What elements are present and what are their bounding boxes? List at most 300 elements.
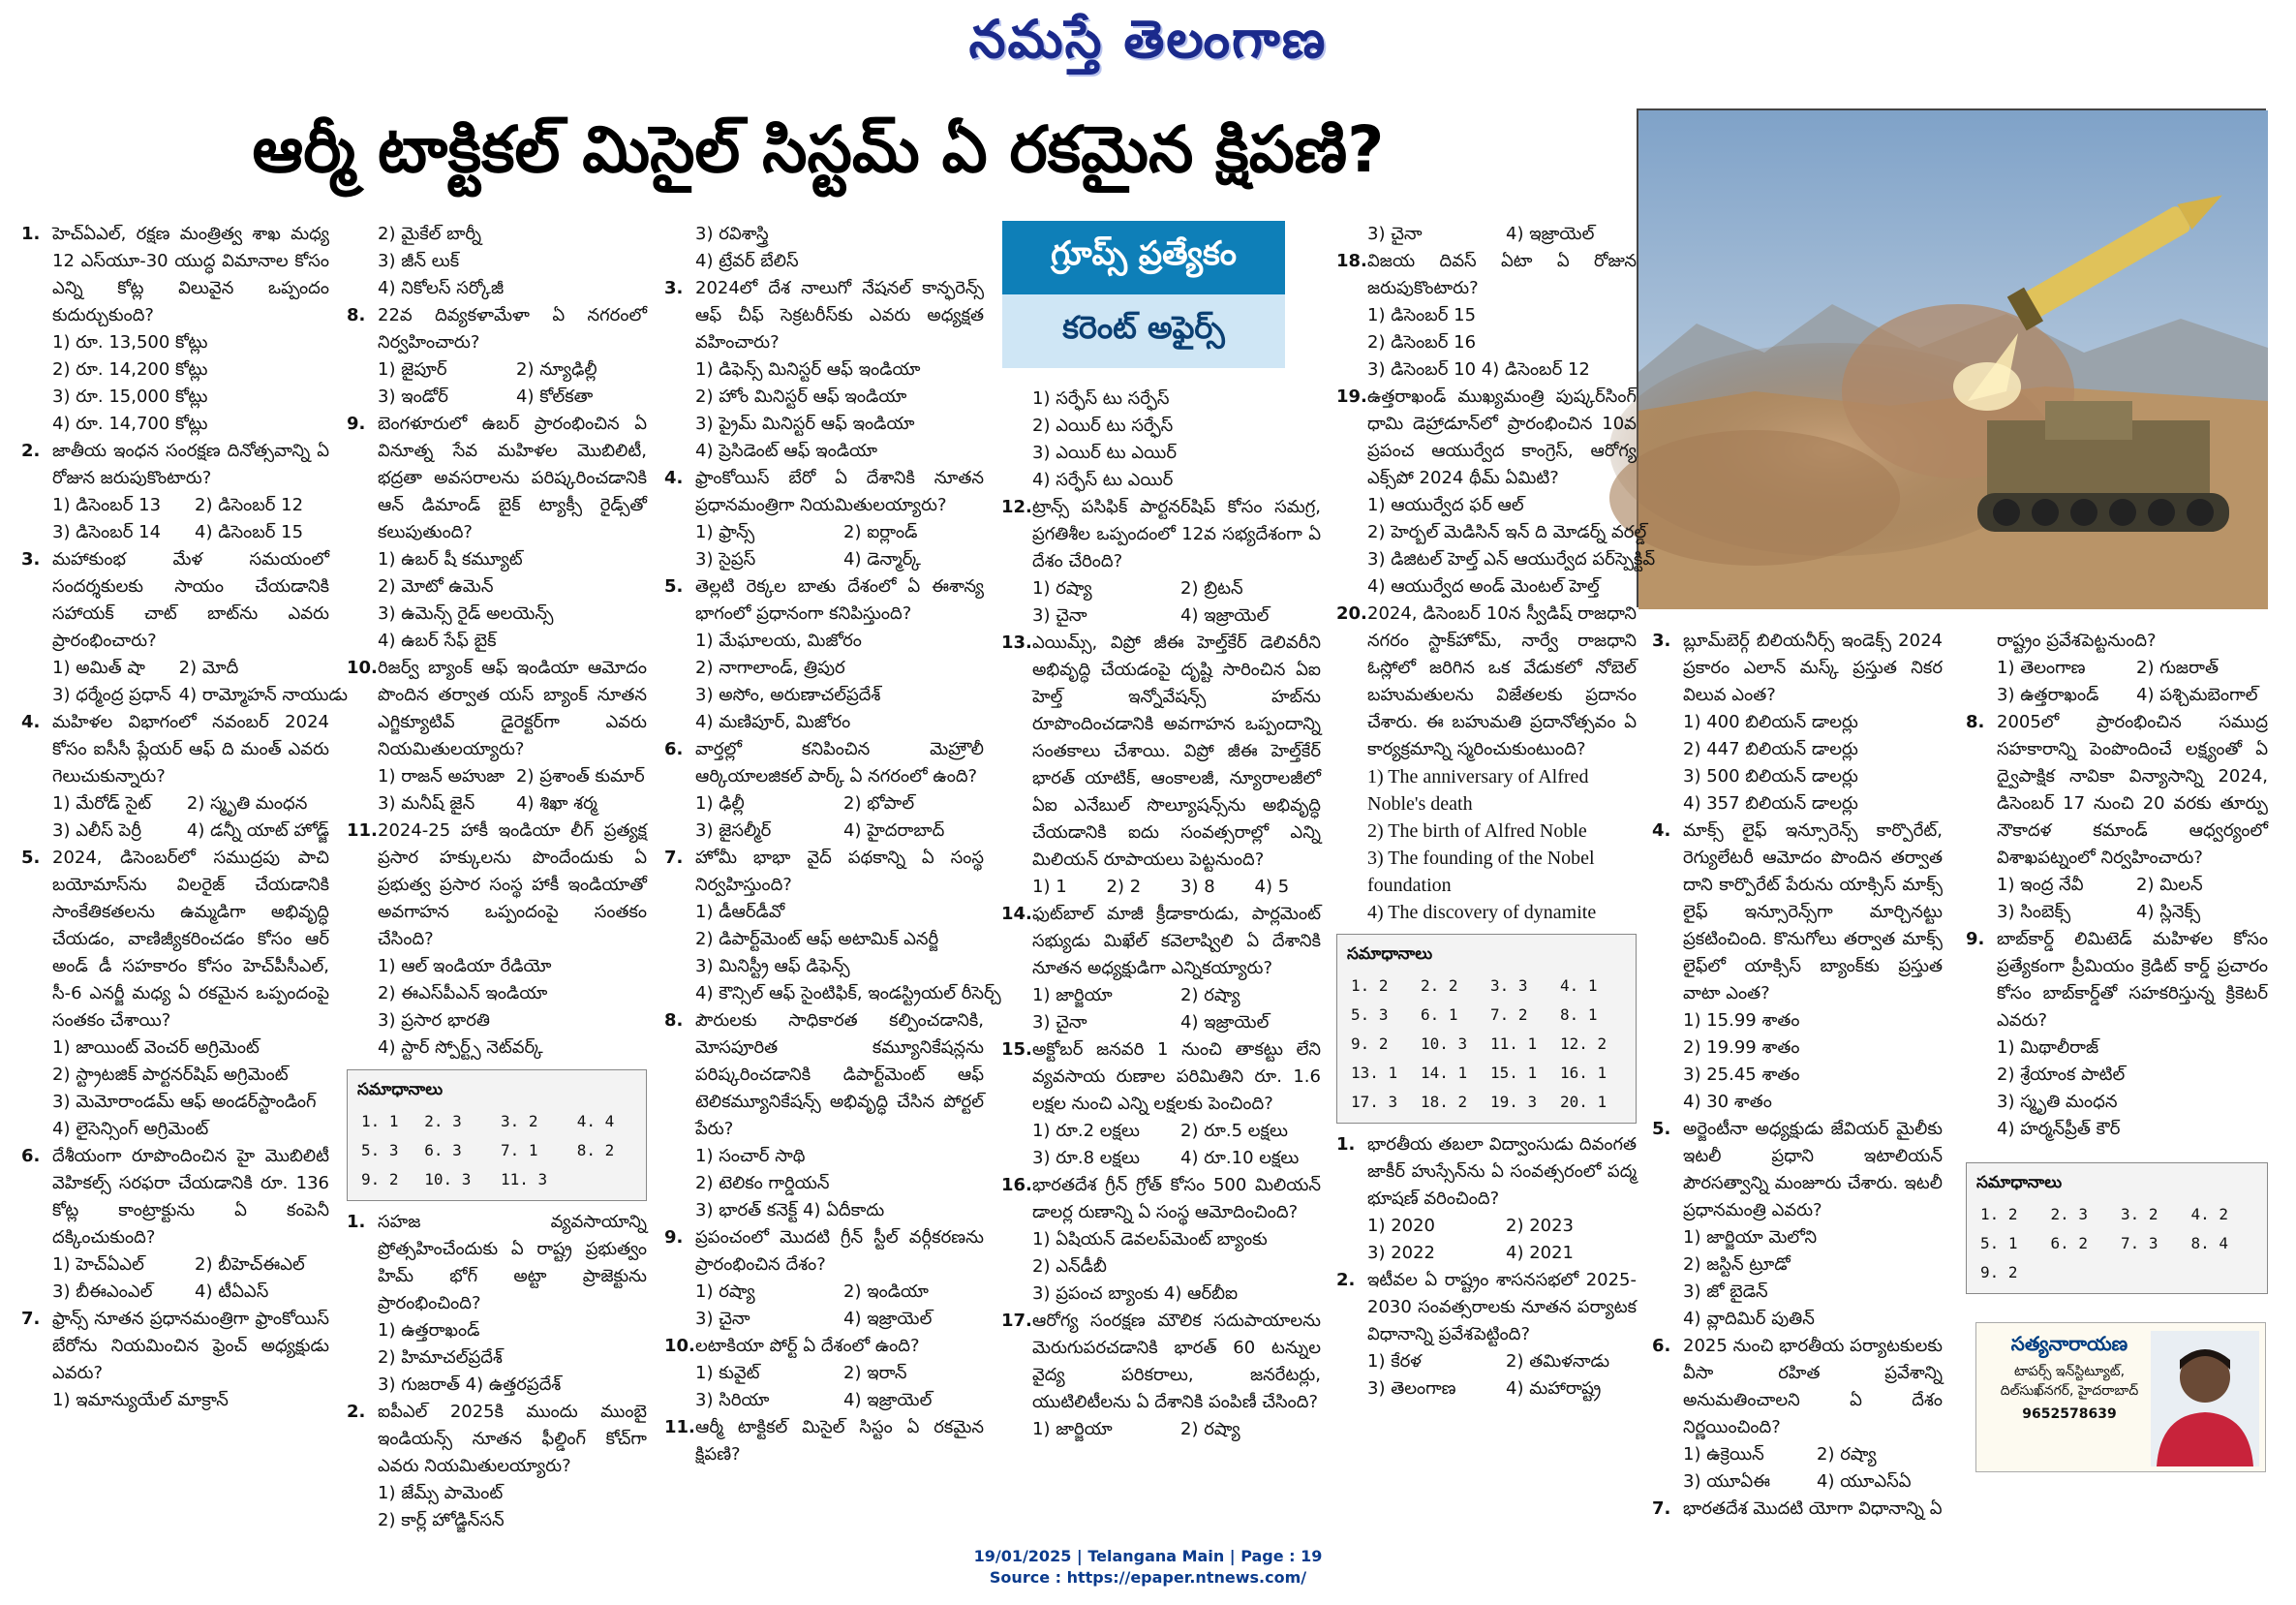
question-stem <box>664 1414 984 1468</box>
question-number: 13. <box>1001 633 1032 653</box>
question-stem <box>1336 248 1637 302</box>
option: 2) రష్యా <box>1817 1444 1877 1465</box>
option: 2) శ్రేయాంక పాటిల్ <box>1997 1065 2126 1085</box>
question-number: 4. <box>21 712 41 732</box>
answer-cell: 3. 2 <box>500 1112 538 1130</box>
option: 4) The discovery of dynamite <box>1367 902 1597 923</box>
option: 2) హిమాచల్‌ప్రదేశ్ <box>378 1347 503 1368</box>
question <box>21 546 349 709</box>
question-stem <box>21 709 329 790</box>
option: 2) జస్టిన్ ట్రూడో <box>1683 1254 1791 1275</box>
answer-cell: 3. 3 <box>1490 976 1528 995</box>
option: 3) స్మృతి మంధన <box>1997 1092 2118 1112</box>
question <box>664 1414 984 1468</box>
option: 2) హోం మినిస్టర్ ఆఫ్ ఇండియా <box>695 386 907 407</box>
question-stem <box>664 736 984 790</box>
option: 2) నాగాలాండ్, త్రిపుర <box>695 658 845 678</box>
answers-box <box>1336 934 1637 1124</box>
question <box>347 818 647 1062</box>
answer-cell: 8. 1 <box>1560 1005 1598 1024</box>
option: 1) జేమ్స్ పామెంట్ <box>378 1483 504 1503</box>
answers-box <box>1966 1162 2268 1294</box>
question-stem <box>347 411 647 546</box>
option: 3) గుజరాత్ 4) ఉత్తరప్రదేశ్ <box>378 1374 562 1395</box>
answer-cell: 16. 1 <box>1560 1064 1607 1082</box>
options <box>1336 302 1637 384</box>
question-text: రిజర్వ్ బ్యాంక్ ఆఫ్ ఇండియా ఆమోదం పొందిన తర్వాత యస్ బ్యాంక్ నూతన ఎగ్జిక్యూటివ్ డైరెక్టర్‌గా ఎవరు నియమితులయ్యారు? <box>378 658 647 759</box>
question <box>664 736 984 845</box>
answer-cell: 9. 2 <box>1351 1034 1389 1053</box>
option: 3) ఉమెన్స్ రైడ్ అలయెన్స్ <box>378 603 554 624</box>
question <box>1001 901 1321 1036</box>
question <box>21 845 329 1143</box>
question-text: బెంగళూరులో ఉబర్ ప్రారంభించిన ఏ వినూత్న సేవ మహిళల మొబిలిటీ, భద్రతా అవసరాలను పరిష్కరించడానికి ఆన్ డిమాండ్ బైక్ ట్యాక్సీ రైడ్స్‌తో కలుపుతుంది? <box>378 414 647 542</box>
option: 4) హర్మన్‌ప్రీత్ కౌర్ <box>1997 1119 2121 1139</box>
option: 1) ఆయుర్వేద ఫర్ ఆల్ <box>1367 495 1524 515</box>
answer-cell: 20. 1 <box>1560 1093 1607 1111</box>
question-number: 8. <box>664 1010 684 1031</box>
footer-source-line: Source : https://epaper.ntnews.com/ <box>989 1568 1307 1587</box>
options <box>1001 1226 1321 1308</box>
option: 2) ఇరాన్ <box>843 1363 907 1383</box>
option: 2) ఎయిర్ టు సర్ఫేస్ <box>1032 416 1174 436</box>
option: 2) హెర్బల్ మెడిసిన్ ఇన్ ది మోడర్న్ వరల్డ్ <box>1367 522 1647 542</box>
question-stem <box>1001 1172 1321 1226</box>
question <box>347 1399 647 1534</box>
answer-cell: 2. 2 <box>1421 976 1458 995</box>
missile-photo <box>1637 108 2266 607</box>
answer-cell: 1. 2 <box>1351 976 1389 995</box>
answer-cell: 15. 1 <box>1490 1064 1538 1082</box>
option: 3) ఎలీస్ పెర్రీ <box>52 820 142 841</box>
answer-cell: 7. 1 <box>500 1141 538 1159</box>
options <box>1001 575 1321 630</box>
author-phone: 9652578639 <box>2022 1406 2117 1422</box>
option: 4) సర్ఫేస్ టు ఎయిర్ <box>1032 470 1174 490</box>
options <box>347 356 647 411</box>
answer-cell: 4. 2 <box>2190 1205 2229 1223</box>
question-stem <box>1652 1496 1943 1523</box>
answer-cell: 2. 3 <box>2050 1205 2089 1223</box>
option: 2) భోపాల్ <box>843 793 915 814</box>
question-number: 5. <box>664 576 684 597</box>
question <box>1652 1333 1943 1496</box>
option: 1) డీఆర్‌డీవో <box>695 902 785 922</box>
question-number: 1. <box>1336 1134 1356 1155</box>
answer-cell <box>2188 1258 2258 1287</box>
option: 4) ఆయుర్వేద అండ్ మెంటల్ హెల్త్ <box>1367 576 1600 597</box>
question <box>1336 1267 1637 1403</box>
answer-cell: 8. 2 <box>576 1141 615 1159</box>
option: 2) రష్యా <box>1180 985 1240 1005</box>
question-text: ఉత్తరాఖండ్ ముఖ్యమంత్రి పుష్కర్‌సింగ్ ధామి డెహ్రాడూన్‌లో ప్రారంభించిన 10వ ప్రపంచ ఆయుర్వేద కాంగ్రెస్, ఆరోగ్య ఎక్స్‌పో 2024 థీమ్ ఏమిటి? <box>1367 386 1637 488</box>
answers-title: సమాధానాలు <box>1347 944 1433 964</box>
option: 2) 447 బిలియన్ డాలర్లు <box>1683 739 1858 759</box>
option: 1) హెచ్‌ఏఎల్ <box>52 1254 144 1275</box>
question <box>1001 1308 1321 1443</box>
question-text: ఆర్మీ టాక్టికల్ మిసైల్ సిస్టం ఏ రకమైన క్షిపణి? <box>695 1417 984 1465</box>
answer-cell <box>2117 1258 2188 1287</box>
question-stem <box>664 1224 984 1279</box>
options <box>1001 1118 1321 1172</box>
question-text: అర్జెంటీనా అధ్యక్షుడు జేవియర్ మైలీకు ఇటలీ ప్రధాని ఇటాలియన్ పౌరసత్వాన్ని మంజూరు చేశారు. ఇటలీ ప్రధానమంత్రి ఎవరు? <box>1683 1119 1943 1220</box>
cont-text: రాష్ట్రం ప్రవేశపెట్టనుంది? <box>1997 631 2157 651</box>
answer-cell: 13. 1 <box>1351 1064 1398 1082</box>
question <box>664 1224 984 1333</box>
option: 2) డిసెంబర్ 16 <box>1367 332 1477 353</box>
options <box>1336 1213 1637 1267</box>
answer-cell: 4. 4 <box>576 1112 615 1130</box>
question-text: దేశీయంగా రూపొందించిన హై మొబిలిటీ వెహికల్స్ సరఫరా చేయడానికి రూ. 136 కోట్ల కాంట్రాక్టును ఏ కంపెనీ దక్కించుకుంది? <box>52 1146 329 1248</box>
options <box>1336 763 1637 926</box>
author-name: సత్యనారాయణ <box>2010 1332 2128 1355</box>
question-text: 2024లో దేశ నాలుగో నేషనల్ కాన్ఫరెన్స్ ఆఫ్ చీఫ్ సెక్రటరీస్‌కు ఎవరు అధ్యక్షత వహించారు? <box>695 278 984 353</box>
options <box>664 899 1001 1007</box>
option: 1) ఢిల్లీ <box>695 793 745 814</box>
option: 3) డిసెంబర్ 10 4) డిసెంబర్ 12 <box>1367 359 1590 380</box>
options <box>1966 872 2268 926</box>
option: 1) సర్ఫేస్ టు సర్ఫేస్ <box>1032 388 1170 409</box>
option: 1) డిఫెన్స్ మినిస్టర్ ఆఫ్ ఇండియా <box>695 359 921 380</box>
special-line-1: గ్రూప్స్ ప్రత్యేకం <box>1002 221 1285 294</box>
option: 1) జార్జియా <box>1032 985 1113 1005</box>
question-stem <box>1001 1036 1321 1118</box>
option: 3) డిజిటల్ హెల్త్ ఎన్ ఆయుర్వేద పర్‌స్పెక్టివ్ <box>1367 549 1656 570</box>
option: 2) డిపార్ట్‌మెంట్ ఆఫ్ అటామిక్ ఎనర్జీ <box>695 929 939 949</box>
question-number: 18. <box>1336 251 1367 271</box>
question <box>664 573 984 736</box>
question-number: 11. <box>664 1417 695 1437</box>
question-stem <box>347 655 647 763</box>
question-number: 6. <box>21 1146 41 1166</box>
question-text: ఐపీఎల్ 2025కి ముందు ముంబై ఇండియన్స్ నూతన ఫీల్డింగ్ కోచ్‌గా ఎవరు నియమితులయ్యారు? <box>378 1402 647 1476</box>
question-number: 2. <box>1336 1270 1356 1290</box>
question <box>664 845 1001 1007</box>
option: 1) కేరళ <box>1367 1351 1422 1372</box>
answer-cell: 10. 3 <box>424 1170 472 1188</box>
column-2 <box>347 221 647 1534</box>
options <box>21 1034 329 1143</box>
question <box>1336 1131 1637 1267</box>
option: 2) ఐర్లాండ్ <box>843 522 918 542</box>
options <box>1001 982 1321 1036</box>
question <box>347 655 647 818</box>
question-stem <box>664 1333 984 1360</box>
option: 2) మోదీ <box>178 658 239 678</box>
option: 2) The birth of Alfred Noble <box>1367 820 1587 842</box>
options <box>1336 1348 1637 1403</box>
author-affiliation: టాపర్స్ ఇన్‌స్టిట్యూట్, దిల్‌సుఖ్‌నగర్, హైదరాబాద్ <box>2000 1364 2139 1399</box>
question-number: 5. <box>21 848 41 868</box>
option: 3) చైనా <box>1367 224 1423 244</box>
option: 3) 2022 <box>1367 1243 1436 1263</box>
question-number: 14. <box>1001 904 1032 924</box>
question-stem <box>1652 628 1943 709</box>
option: 3) చైనా <box>1032 605 1087 626</box>
options <box>1652 1007 1943 1116</box>
option: 3) 500 బిలియన్ డాలర్లు <box>1683 766 1858 787</box>
question <box>347 302 647 411</box>
answer-cell: 6. 3 <box>424 1141 462 1159</box>
answer-cell: 19. 3 <box>1490 1093 1538 1111</box>
answer-cell: 11. 3 <box>500 1170 548 1188</box>
options <box>21 790 329 845</box>
option: 1) జైపూర్ <box>378 359 447 380</box>
question-text: భారతదేశ మొదటి యోగా విధానాన్ని ఏ <box>1683 1498 1943 1519</box>
options <box>664 519 984 573</box>
question <box>1001 494 1321 630</box>
options <box>1966 1034 2268 1143</box>
option: 1) రాజన్ అహుజా <box>378 766 505 787</box>
question-number: 2. <box>21 441 41 461</box>
option: 2) న్యూఢిల్లీ <box>516 359 597 380</box>
column-7 <box>1966 628 2268 1302</box>
question <box>1336 248 1637 384</box>
question-stem <box>1652 1333 1943 1441</box>
question-text: సహజ వ్యవసాయాన్ని ప్రోత్సహించేందుకు ఏ రాష్ట్ర ప్రభుత్వం హిమ్ భోగ్ అట్టా ప్రాజెక్టును ప్రారంభించింది? <box>378 1212 647 1313</box>
option: 3) మినిస్ట్రీ ఆఫ్ డిఫెన్స్ <box>695 956 850 976</box>
answer-cell: 17. 3 <box>1351 1093 1398 1111</box>
option: 3) మనీష్ జైన్ <box>378 793 475 814</box>
special-line-2: కరెంట్ అఫైర్స్ <box>1002 294 1285 368</box>
option: 4) రామ్మోహన్ నాయుడు <box>178 685 349 705</box>
question-stem <box>1652 818 1943 1007</box>
options <box>664 1360 984 1414</box>
option: 1) మేఘాలయ, మిజోరం <box>695 631 862 651</box>
option: 4) హైదరాబాద్ <box>843 820 945 841</box>
option: 1) 2020 <box>1367 1216 1436 1236</box>
option: 1) ఉక్రెయిన్ <box>1683 1444 1764 1465</box>
question-stem <box>664 465 984 519</box>
question-stem <box>1652 1116 1943 1224</box>
question <box>1336 384 1656 601</box>
question-text: 2025 నుంచి భారతీయ పర్యాటకులకు వీసా రహిత ప్రవేశాన్ని అనుమతించాలని ఏ దేశం నిర్ణయించింది? <box>1683 1336 1943 1437</box>
option: 1) జాయింట్ వెంచర్ అగ్రిమెంట్ <box>52 1037 260 1058</box>
options <box>664 790 984 845</box>
question-number: 4. <box>1652 820 1671 841</box>
question-number: 1. <box>21 224 41 244</box>
options <box>664 628 984 736</box>
question-number: 9. <box>664 1227 684 1248</box>
option: 2) మోటో ఉమెన్ <box>378 576 494 597</box>
question-number: 3. <box>664 278 684 298</box>
option: 1) ఏషియన్ డెవలప్‌మెంట్ బ్యాంకు <box>1032 1229 1268 1250</box>
option: 4) ఇజ్రాయెల్ <box>1180 1012 1270 1033</box>
question <box>1652 628 1943 818</box>
option: 3) ఇండోర్ <box>378 386 448 407</box>
option: 3) బీఈఎంఎల్ <box>52 1281 153 1302</box>
option: 3) The founding of the Nobel foundation <box>1367 848 1595 896</box>
option: 4) 30 శాతం <box>1683 1092 1772 1112</box>
question-number: 17. <box>1001 1311 1032 1331</box>
question-text: తెల్లటి రెక్కల బాతు దేశంలో ఏ ఈశాన్య భాగంలో ప్రధానంగా కనిపిస్తుంది? <box>695 576 984 624</box>
option: 4) రూ.10 లక్షలు <box>1180 1148 1300 1168</box>
option: 1) తెలంగాణ <box>1997 658 2086 678</box>
options <box>347 763 647 818</box>
question-stem <box>347 818 647 953</box>
question-text: అక్టోబర్ జనవరి 1 నుంచి తాకట్టు లేని వ్యవసాయ రుణాల పరిమితిని రూ. 1.6 లక్షల నుంచి ఎన్ని లక్షలకు పెంచింది? <box>1032 1039 1321 1114</box>
question-number: 7. <box>21 1309 41 1329</box>
question-text: 2024-25 హాకీ ఇండియా లీగ్ ప్రత్యక్ష ప్రసార హక్కులను పొందేందుకు ఏ ప్రభుత్వ ప్రసార సంస్థ హాకీ ఇండియాతో అవగాహన ఒప్పందంపై సంతకం చేసింది? <box>378 820 647 949</box>
answer-cell: 10. 3 <box>1421 1034 1468 1053</box>
question <box>1966 926 2268 1143</box>
question-number: 19. <box>1336 386 1367 407</box>
option: 4) ఇజ్రాయెల్ <box>1506 224 1595 244</box>
question-text: విజయ దివస్ ఏటా ఏ రోజున జరుపుకొంటారు? <box>1367 251 1637 298</box>
options <box>21 492 329 546</box>
author-box <box>1975 1322 2266 1472</box>
question-number: 16. <box>1001 1175 1032 1195</box>
option: 4) మహారాష్ట్ర <box>1506 1378 1602 1399</box>
question-number: 7. <box>664 848 684 868</box>
option: 3) జో బైడెన్ <box>1683 1281 1768 1302</box>
options <box>1001 1416 1321 1443</box>
option: 2) తమిళనాడు <box>1506 1351 1610 1372</box>
question-text: 22వ దివ్యకళామేళా ఏ నగరంలో నిర్వహించారు? <box>378 305 647 353</box>
answer-cell: 5. 3 <box>361 1141 399 1159</box>
option: 3) జైసల్మీర్ <box>695 820 772 841</box>
option: 4) రూ. 14,700 కోట్లు <box>52 414 208 434</box>
option: 2) గుజరాత్ <box>2136 658 2219 678</box>
options <box>1652 1224 1943 1333</box>
option: 3) భారత్ కనెక్ట్ 4) ఏదీకాదు <box>695 1200 885 1220</box>
question-text: భారతదేశ గ్రీన్ గ్రోత్ కోసం 500 మిలియన్ డాలర్ల రుణాన్ని ఏ సంస్థ ఆమోదించింది? <box>1032 1175 1321 1222</box>
option: 4) 5 <box>1254 877 1290 897</box>
option: 3) సైప్రస్ <box>695 549 756 570</box>
question-number: 1. <box>347 1212 366 1232</box>
question-text: ట్రాన్స్ పసిఫిక్ పార్టనర్‌షిప్ కోసం సమగ్ర, ప్రగతిశీల ఒప్పందంలో 12వ సభ్యదేశంగా ఏ దేశం చేరింది? <box>1032 497 1321 571</box>
question-number: 12. <box>1001 497 1032 517</box>
question-text: 2005లో ప్రారంభించిన సముద్ర సహకారాన్ని పెంపొందించే లక్ష్యంతో ఏ ద్వైపాక్షిక నావికా విన్యాసాన్ని 2024, డిసెంబర్ 17 నుంచి 20 వరకు తూర్పు నౌకాదళ కమాండ్ ఆధ్వర్యంలో విశాఖపట్నంలో నిర్వహించారు? <box>1997 712 2268 868</box>
option: 4) నికోలస్ సర్కోజీ <box>378 278 505 298</box>
options <box>21 1251 329 1306</box>
question-stem <box>664 1007 984 1143</box>
question-text: పౌరులకు సాధికారత కల్పించడానికి, మోసపూరిత కమ్యూనికేషన్లను పరిష్కరించడానికి డిపార్ట్‌మెంట్ ఆఫ్ టెలికమ్యూనికేషన్స్ అభివృద్ధి చేసిన పోర్టల్ పేరు? <box>695 1010 984 1139</box>
question-stem <box>664 275 984 356</box>
answer-cell: 7. 3 <box>2121 1234 2158 1252</box>
option: 1) రష్యా <box>1032 578 1092 599</box>
option: 4) లైసెన్సింగ్ అగ్రిమెంట్ <box>52 1119 209 1139</box>
option: 4) స్టార్ స్పోర్ట్స్ నెట్‌వర్క్ <box>378 1037 543 1058</box>
option: 3) చైనా <box>695 1309 750 1329</box>
options <box>664 356 984 465</box>
option: 1) ఉత్తరాఖండ్ <box>378 1320 480 1341</box>
question-number: 4. <box>664 468 684 488</box>
answer-cell: 9. 2 <box>361 1170 399 1188</box>
question <box>664 1333 984 1414</box>
answers-table <box>1976 1200 2257 1287</box>
question <box>1001 1036 1321 1172</box>
question <box>664 465 984 573</box>
question-stem <box>1336 384 1637 492</box>
option: 2) రూ. 14,200 కోట్లు <box>52 359 208 380</box>
option: 4) వ్లాదిమిర్ పుతిన్ <box>1683 1309 1815 1329</box>
question-number: 6. <box>1652 1336 1671 1356</box>
answer-cell: 7. 2 <box>1490 1005 1528 1024</box>
option: 3) రవిశాస్త్రి <box>695 224 769 244</box>
option: 1) డిసెంబర్ 13 <box>52 495 162 515</box>
option: 1) జార్జియా <box>1032 1419 1113 1439</box>
question-text: మాక్స్ లైఫ్ ఇన్సూరెన్స్ కార్పొరేట్, రెగ్యులేటరీ ఆమోదం పొందిన తర్వాత దాని కార్పొరేట్ పేరును యాక్సిస్ మాక్స్ లైఫ్ ఇన్సూరెన్స్‌గా మార్చినట్టు ప్రకటించింది. కొనుగోలు తర్వాత మాక్స్ లైఫ్‌లో యాక్సిస్ బ్యాంక్‌కు ప్రస్తుత వాటా ఎంత? <box>1683 820 1943 1003</box>
option: 3) 8 <box>1180 877 1215 897</box>
option: 1) రూ.2 లక్షలు <box>1032 1121 1140 1141</box>
question-text: ఎయిమ్స్, విప్రో జీఈ హెల్త్‌కేర్ డెలివరీని అభివృద్ధి చేయడంపై దృష్టి సారించిన ఏఐ హెల్త్ ఇన్నోవేషన్స్ హబ్‌ను రూపొందించడానికి అవగాహన ఒప్పందాన్ని సంతకాలు చేశాయి. విప్రో జీఈ హెల్త్‌కేర్ భారత్ యాటిక్, ఆంకాలజీ, న్యూరాలజీలో ఏఐ ఎనేబుల్ సొల్యూషన్స్‌ను అభివృద్ధి చేయడానికి ఐదు సంవత్సరాల్లో ఎన్ని మిలియన్ రూపాయలు పెట్టనుంది? <box>1032 633 1321 870</box>
question-stem <box>664 845 984 899</box>
question-number: 3. <box>1652 631 1671 651</box>
question-stem <box>347 302 647 356</box>
answers-table <box>357 1107 636 1194</box>
question-stem <box>21 1306 329 1387</box>
option: 3) 25.45 శాతం <box>1683 1065 1800 1085</box>
option: 3) తెలంగాణ <box>1367 1378 1456 1399</box>
options <box>1652 1441 1943 1496</box>
question-text: ఫ్రాంకోయిస్ బేరో ఏ దేశానికి నూతన ప్రధానమంత్రిగా నియమితులయ్యారు? <box>695 468 984 515</box>
options <box>21 655 349 709</box>
answer-cell: 4. 1 <box>1560 976 1598 995</box>
question-text: ఇటీవల ఏ రాష్ట్రం శాసనసభలో 2025-2030 సంవత్సరాలకు నూతన పర్యాటక విధానాన్ని ప్రవేశపెట్టింది? <box>1367 1270 1637 1344</box>
option: 4) శిఖా శర్మ <box>516 793 597 814</box>
answer-cell: 18. 2 <box>1421 1093 1468 1111</box>
answer-cell: 1. 2 <box>1980 1205 2018 1223</box>
option: 3) జీన్ లుక్ <box>378 251 460 271</box>
options <box>664 1279 984 1333</box>
option: 2) 2 <box>1106 877 1142 897</box>
option: 2) ఈఎస్‌పీఎన్ ఇండియా <box>378 983 548 1003</box>
question-stem <box>1966 926 2268 1034</box>
question-number: 9. <box>1966 929 1985 949</box>
option: 4) కోల్‌కతా <box>516 386 594 407</box>
option: 2) ప్రశాంత్ కుమార్ <box>516 766 645 787</box>
options <box>347 1480 647 1534</box>
option: 4) 2021 <box>1506 1243 1575 1263</box>
option: 4) పశ్చిమబెంగాల్ <box>2136 685 2258 705</box>
question-text: జాతీయ ఇంధన సంరక్షణ దినోత్సవాన్ని ఏ రోజున జరుపుకొంటారు? <box>52 441 329 488</box>
options <box>1001 874 1321 901</box>
question-number: 10. <box>347 658 378 678</box>
groups-special-box <box>1002 221 1285 368</box>
option: 2) 2023 <box>1506 1216 1575 1236</box>
option: 2) ఎన్‌డీబీ <box>1032 1256 1107 1277</box>
question-stem <box>21 221 329 329</box>
column-5 <box>1336 221 1656 1403</box>
answer-cell: 6. 2 <box>2050 1234 2089 1252</box>
answers-title: సమాధానాలు <box>1976 1173 2063 1192</box>
answer-cell: 5. 1 <box>1980 1234 2018 1252</box>
question-number: 7. <box>1652 1498 1671 1519</box>
question-stem <box>21 1143 329 1251</box>
option: 1) 1 <box>1032 877 1067 897</box>
question-stem <box>1001 494 1321 575</box>
question-stem <box>21 438 329 492</box>
answers-box <box>347 1069 647 1201</box>
question-number: 8. <box>347 305 366 325</box>
option: 2) స్మృతి మంధన <box>186 793 308 814</box>
options <box>347 953 647 1062</box>
option: 3) సింబెక్స్ <box>1997 902 2071 922</box>
page-footer <box>0 1546 2296 1589</box>
answer-cell: 2. 3 <box>424 1112 462 1130</box>
question-text: లటాకియా పోర్ట్ ఏ దేశంలో ఉంది? <box>695 1336 920 1356</box>
option: 1) ఉబర్ షీ కమ్యూట్ <box>378 549 523 570</box>
answer-cell <box>2047 1258 2118 1287</box>
question-text: ఫుట్‌బాల్ మాజీ క్రీడాకారుడు, పార్లమెంట్ సభ్యుడు మిఖేల్ కవెలాష్విలి ఏ దేశానికి నూతన అధ్యక్షుడిగా ఎన్నికయ్యారు? <box>1032 904 1321 978</box>
answer-cell: 5. 3 <box>1351 1005 1389 1024</box>
question-number: 8. <box>1966 712 1985 732</box>
option: 3) రూ.8 లక్షలు <box>1032 1148 1140 1168</box>
question <box>347 411 647 655</box>
option: 4) 357 బిలియన్ డాలర్లు <box>1683 793 1858 814</box>
question-stem <box>347 1399 647 1480</box>
